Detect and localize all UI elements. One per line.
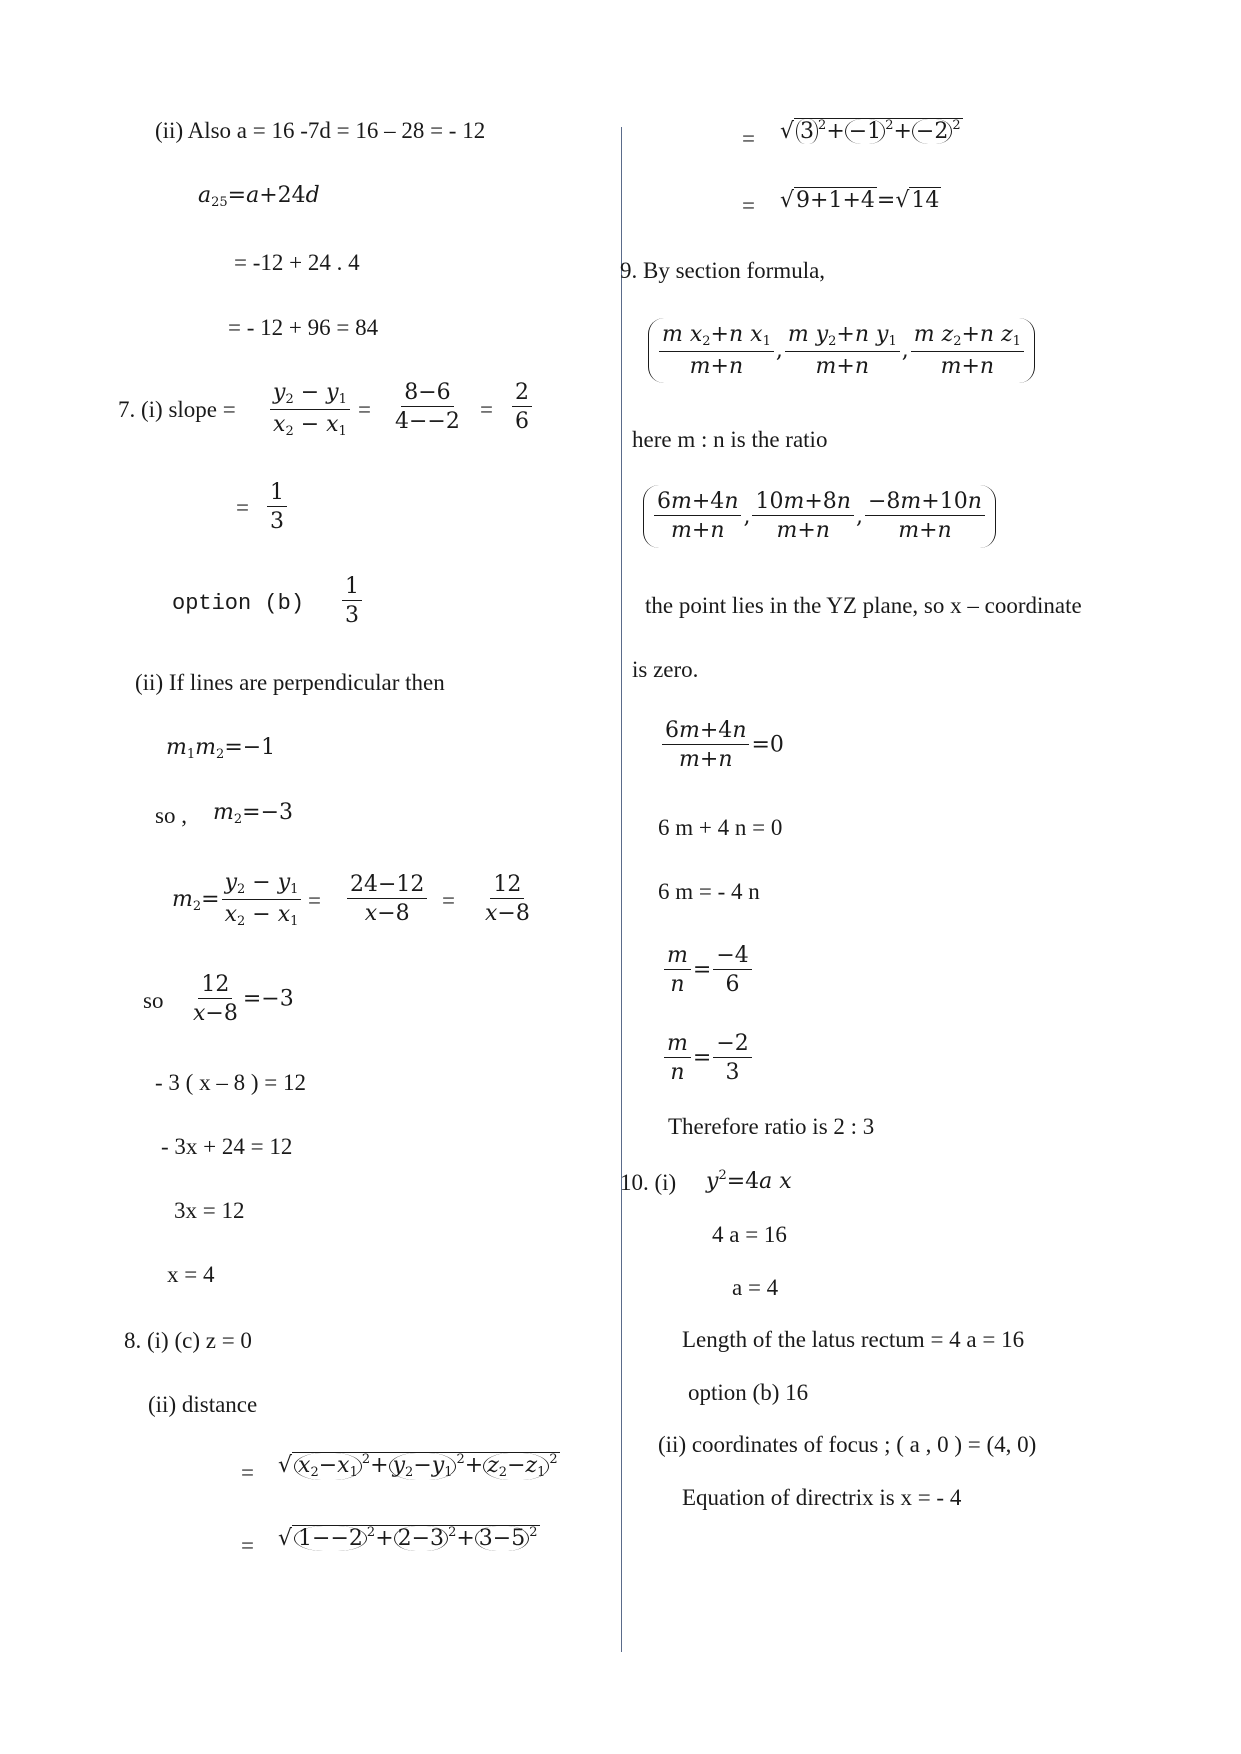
equals-sign: =	[358, 397, 371, 422]
ratio-conclusion: Therefore ratio is 2 : 3	[668, 1114, 875, 1139]
section-formula-substituted: $\frac{6m+4n}{m+n}$ , $\frac{10m+8n}{m+n}$ , $\frac{-8m+10n}{m+n}$	[643, 485, 996, 548]
yz-plane-text: the point lies in the YZ plane, so x – coordinate	[645, 593, 1082, 618]
one-third: $\frac{1}{3}$	[265, 480, 289, 535]
m2-values-fraction: $\frac{24-12}{x-8}$	[345, 872, 429, 927]
line-a: (ii) Also a = 16 -7d = 16 – 28 = - 12	[155, 118, 486, 143]
solve-step2: - 3x + 24 = 12	[161, 1134, 293, 1159]
m2-value: $m_2=-3$	[213, 800, 294, 827]
ratio-text: here m : n is the ratio	[632, 427, 828, 452]
distance-formula: √ $x_2-x_1^2+ y_2-y_1^2+ z_2-z_1^2$	[278, 1452, 558, 1480]
option-b-16: option (b) 16	[688, 1380, 809, 1405]
solve-step4: x = 4	[167, 1262, 215, 1287]
section-formula: $\frac{m x_2+n x_1}{m+n}$ , $\frac{m y_2+n y_1}{m+n}$ , $\frac{m z_2+n z_1}{m+n}$	[648, 318, 1035, 383]
two-sixths: $\frac{2}{6}$	[510, 380, 534, 435]
distance-substitution: √ 1−−2 $^2$+ 2−3 $^2$+ 3−5 $^2$	[278, 1525, 538, 1551]
equals-sign: =	[241, 1460, 254, 1485]
q8-answer: 8. (i) (c) z = 0	[124, 1328, 252, 1353]
a25-step2: = - 12 + 96 = 84	[228, 315, 379, 340]
latus-rectum: Length of the latus rectum = 4 a = 16	[682, 1327, 1025, 1352]
perpendicular-text: (ii) If lines are perpendicular then	[135, 670, 445, 695]
slope-fraction: $\frac{y_2 - y_1}{x_2 - x_1}$	[268, 380, 352, 440]
solve-step3: 3x = 12	[174, 1198, 245, 1223]
solve-equation: $\frac{12}{x-8}$ =−3	[193, 972, 294, 1027]
q7-slope-label: 7. (i) slope =	[118, 397, 236, 422]
ratio-step2: 6 m = - 4 n	[658, 879, 760, 904]
so-label: so ,	[155, 803, 187, 828]
x-coordinate-zero: $\frac{6m+4n}{m+n}$ =0	[660, 718, 784, 773]
so-label-2: so	[143, 988, 164, 1013]
m-over-n-2: $\frac{m}{n}$ = $\frac{-2}{3}$	[662, 1031, 754, 1086]
distance-label: (ii) distance	[148, 1392, 258, 1417]
distance-result: √9+1+4=√14	[780, 188, 940, 213]
solve-step1: - 3 ( x – 8 ) = 12	[155, 1070, 306, 1095]
option-b-label: option (b)	[172, 591, 305, 616]
m2-simplified: $\frac{12}{x-8}$	[485, 872, 530, 927]
column-divider	[621, 127, 622, 1652]
m-over-n-1: $\frac{m}{n}$ = $\frac{-4}{6}$	[662, 943, 754, 998]
equals-sign: =	[442, 888, 455, 913]
compare-step1: 4 a = 16	[712, 1222, 787, 1247]
equals-sign: =	[236, 495, 249, 520]
equals-sign: =	[742, 126, 755, 151]
focus-coordinates: (ii) coordinates of focus ; ( a , 0 ) = (4, 0)	[658, 1432, 1037, 1457]
option-b-value: $\frac{1}{3}$	[340, 574, 364, 629]
equals-sign: =	[308, 888, 321, 913]
equals-sign: =	[480, 397, 493, 422]
parabola-equation: $y^2=4a$ x	[706, 1168, 792, 1194]
q10-label: 10. (i)	[620, 1170, 677, 1195]
m2-slope-formula: $m_2=$ $\frac{y_2 - y_1}{x_2 - x_1}$	[172, 870, 303, 930]
a25-step1: = -12 + 24 . 4	[234, 250, 360, 275]
distance-step: √ 3 $^2$+ −1 $^2$+ −2 $^2$	[780, 118, 961, 144]
compare-step2: a = 4	[732, 1275, 779, 1300]
directrix-equation: Equation of directrix is x = - 4	[682, 1485, 962, 1510]
equals-sign: =	[241, 1533, 254, 1558]
a25-formula: $a_{25}=a+24d$	[198, 183, 320, 210]
equals-sign: =	[742, 193, 755, 218]
slope-values-fraction: $\frac{8-6}{4--2}$	[395, 380, 460, 435]
q9-heading: 9. By section formula,	[620, 258, 826, 283]
m1m2-equation: $m_1m_2=-1$	[166, 735, 276, 762]
is-zero-text: is zero.	[632, 657, 699, 682]
ratio-step1: 6 m + 4 n = 0	[658, 815, 783, 840]
